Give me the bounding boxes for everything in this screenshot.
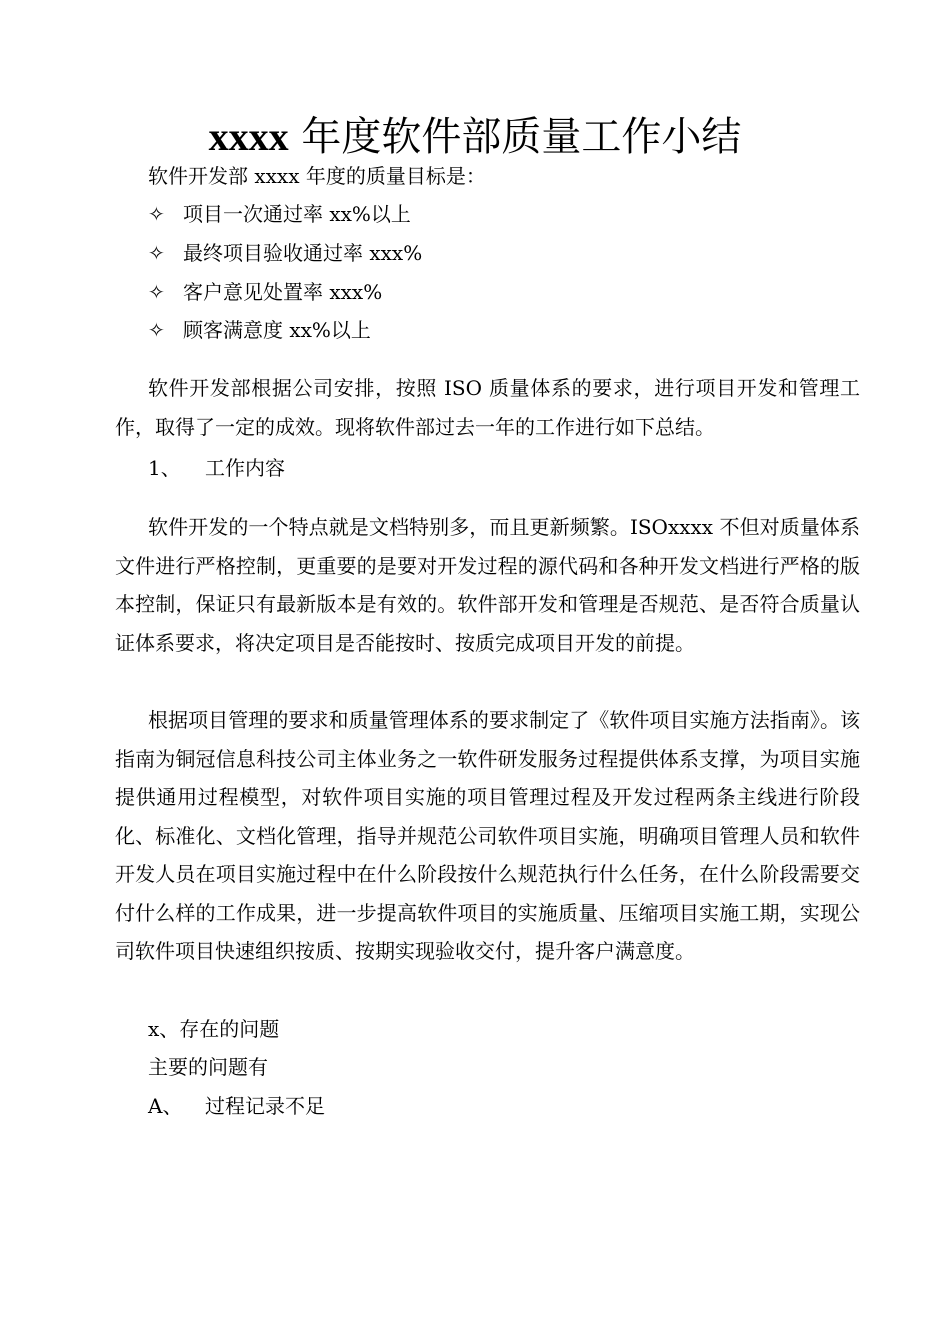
goal-text: 项目一次通过率 xx%以上 [183, 202, 411, 226]
issue-text: 过程记录不足 [205, 1094, 325, 1118]
goal-item [148, 201, 411, 227]
summary-paragraph: 软件开发部根据公司安排，按照 ISO 质量体系的要求，进行项目开发和管理工作，取得了一定的成效。现将软件部过去一年的工作进行如下总结。 [115, 376, 860, 439]
section-number: 1、 [148, 456, 181, 480]
goal-item [148, 279, 382, 305]
goal-text: 最终项目验收通过率 xxx% [183, 241, 423, 265]
work-paragraph-2: 根据项目管理的要求和质量管理体系的要求制定了《软件项目实施方法指南》。该指南为铜冠信息科技公司主体业务之一软件研发服务过程提供体系支撑，为项目实施提供通用过程模型，对软件项目实施的项目管理过程及开发过程两条主线进行阶段化、标准化、文档化管理，指导并规范公司软件项目实施，明确项目管理人员和软件开发人员在项目实施过程中在什么阶段按什么规范执行什么任务，在什么阶段需要交付什么样的工作成果，进一步提高软件项目的实施质量、压缩项目实施工期，实现公司软件项目快速组织按质、按期实现验收交付，提升客户满意度。 [115, 708, 860, 963]
issue-item [148, 1093, 325, 1119]
goal-item [148, 240, 422, 266]
issue-label: A、 [148, 1094, 183, 1118]
title-year-placeholder: xxxx [208, 114, 289, 159]
goal-item [148, 317, 371, 343]
section-heading-issues: x、存在的问题 [148, 1017, 280, 1041]
diamond-bullet-icon: ✧ [148, 280, 165, 304]
section-heading-work [148, 455, 285, 481]
page-title: xxxx 年度软件部质量工作小结 [208, 114, 742, 160]
goal-text: 顾客满意度 xx%以上 [183, 318, 371, 342]
issues-intro: 主要的问题有 [148, 1055, 268, 1079]
section-title: 工作内容 [205, 456, 285, 480]
diamond-bullet-icon: ✧ [148, 241, 165, 265]
work-paragraph-1: 软件开发的一个特点就是文档特别多，而且更新频繁。ISOxxxx 不但对质量体系文件进行严格控制，更重要的是要对开发过程的源代码和各种开发文档进行严格的版本控制，保证只有最新版本是有效的。软件部开发和管理是否规范、是否符合质量认证体系要求，将决定项目是否能按时、按质完成项目开发的前提。 [115, 515, 860, 655]
goal-text: 客户意见处置率 xxx% [183, 280, 383, 304]
diamond-bullet-icon: ✧ [148, 318, 165, 342]
intro-line: 软件开发部 xxxx 年度的质量目标是： [148, 164, 486, 188]
diamond-bullet-icon: ✧ [148, 202, 165, 226]
